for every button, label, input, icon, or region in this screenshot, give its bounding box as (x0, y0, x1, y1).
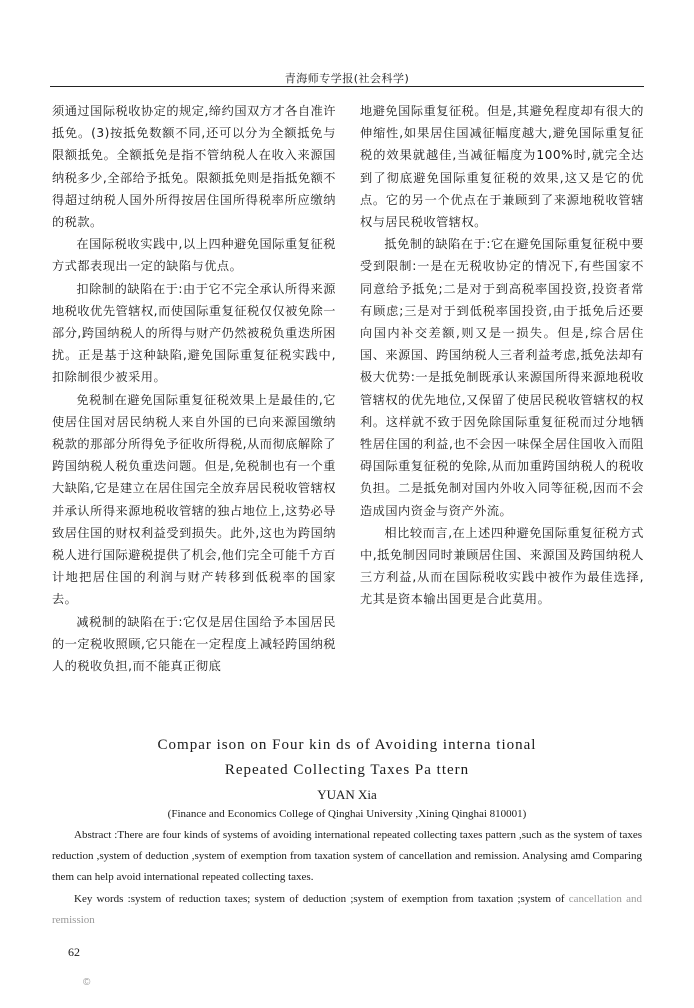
english-title-line-1: Compar ison on Four kin ds of Avoiding interna tional (157, 737, 537, 753)
paragraph: 地避免国际重复征税。但是,其避免程度却有很大的伸缩性,如果居住国减征幅度越大,避免国际重复征税的效果就越佳,当减征幅度为100%时,就完全达到了彻底避免国际重复征税的效果,这又是它的优点。它的另一个优点在于兼顾到了来源地税收管辖权与居民税收管辖权。 (360, 104, 644, 230)
paragraph: 减税制的缺陷在于:它仅是居住国给予本国居民的一定税收照顾,它只能在一定程度上减轻跨国纳税人的税收负担,而不能真正彻底 (52, 614, 336, 674)
paragraph: 免税制在避免国际重复征税效果上是最佳的,它使居住国对居民纳税人来自外国的已向来源国缴纳税款的那部分所得免予征收所得税,从而彻底解除了跨国纳税人税负重迭问题。但是,免税制也有一个重大缺陷,它是建立在居住国完全放弃居民税收管辖权并承认所得来源地税收管辖的独占地位上,这势必导致居住国的财权利益受到损失。此外,这也为跨国纳税人进行国际避税提供了机会,他们完全可能千方百计地把居住国的利润与财产转移到低税率的国家去。 (52, 392, 336, 607)
page-number: 62 (68, 945, 80, 959)
right-column (360, 100, 644, 611)
left-column (52, 100, 336, 677)
english-keywords (52, 889, 642, 931)
paragraph: 在国际税收实践中,以上四种避免国际重复征税方式都表现出一定的缺陷与优点。 (52, 237, 336, 274)
author-name: YUAN Xia (317, 787, 377, 802)
paragraph: 抵免制的缺陷在于:它在避免国际重复征税中要受到限制:一是在无税收协定的情况下,有些国家不同意给予抵免;二是对于到高税率国投资,投资者常有顾虑;三是对于到低税率国投资,由于抵免后还要向国内补交差额,则又是一损失。但是,综合居住国、来源国、跨国纳税人三者利益考虑,抵免法却有极大优势:一是抵免制既承认来源国所得来源地税收管辖权的优先地位,又保留了使居民税收管辖权的权利。这样就不致于因免除国际重复征税而过分地牺牲居住国的利益,也不会因一味保全居住国收入而阻碍国际重复征税的免除,从而加重跨国纳税人的税收负担。二是抵免制对国内外收入同等征税,因而不会造成国内资金与资产外流。 (360, 237, 644, 518)
author-affiliation: (Finance and Economics College of Qinghai University ,Xining Qinghai 810001) (167, 808, 527, 820)
english-title-line-2: Repeated Collecting Taxes Pa ttern (224, 762, 470, 778)
copyright-mark: © (83, 977, 91, 988)
header-rule (50, 86, 644, 87)
paragraph: 扣除制的缺陷在于:由于它不完全承认所得来源地税收优先管辖权,而使国际重复征税仅仅被免除一部分,跨国纳税人的所得与财产仍然被税负重迭所困扰。正是基于这种缺陷,避免国际重复征税实践中,扣除制很少被采用。 (52, 281, 336, 385)
keywords-tail: cancellation and remission (52, 893, 642, 926)
english-abstract: Abstract :There are four kinds of systems of avoiding international repeated collecting taxes pattern ,such as the system of taxes reduction ,system of deduction ,system of exemption from taxation system of cancellation and remission. Analysing amd Comparing them can help avoid international repeated collecting taxes. (52, 829, 642, 883)
keywords-main: Key words :system of reduction taxes; system of deduction ;system of exemption from taxation ;system of (74, 893, 569, 905)
running-header: 青海师专学报(社会科学) (284, 72, 410, 85)
paragraph: 相比较而言,在上述四种避免国际重复征税方式中,抵免制因同时兼顾居住国、来源国及跨国纳税人三方利益,从而在国际税收实践中被作为最佳选择,尤其是资本输出国更是合此莫用。 (360, 525, 644, 607)
paragraph: 须通过国际税收协定的规定,缔约国双方才各自准许抵免。(3)按抵免数额不同,还可以分为全额抵免与限额抵免。全额抵免是指不管纳税人在收入来源国纳税多少,全部给予抵免。限额抵免则是指抵免额不得超过纳税人国外所得按居住国所得税率所应缴纳的税款。 (52, 104, 336, 230)
